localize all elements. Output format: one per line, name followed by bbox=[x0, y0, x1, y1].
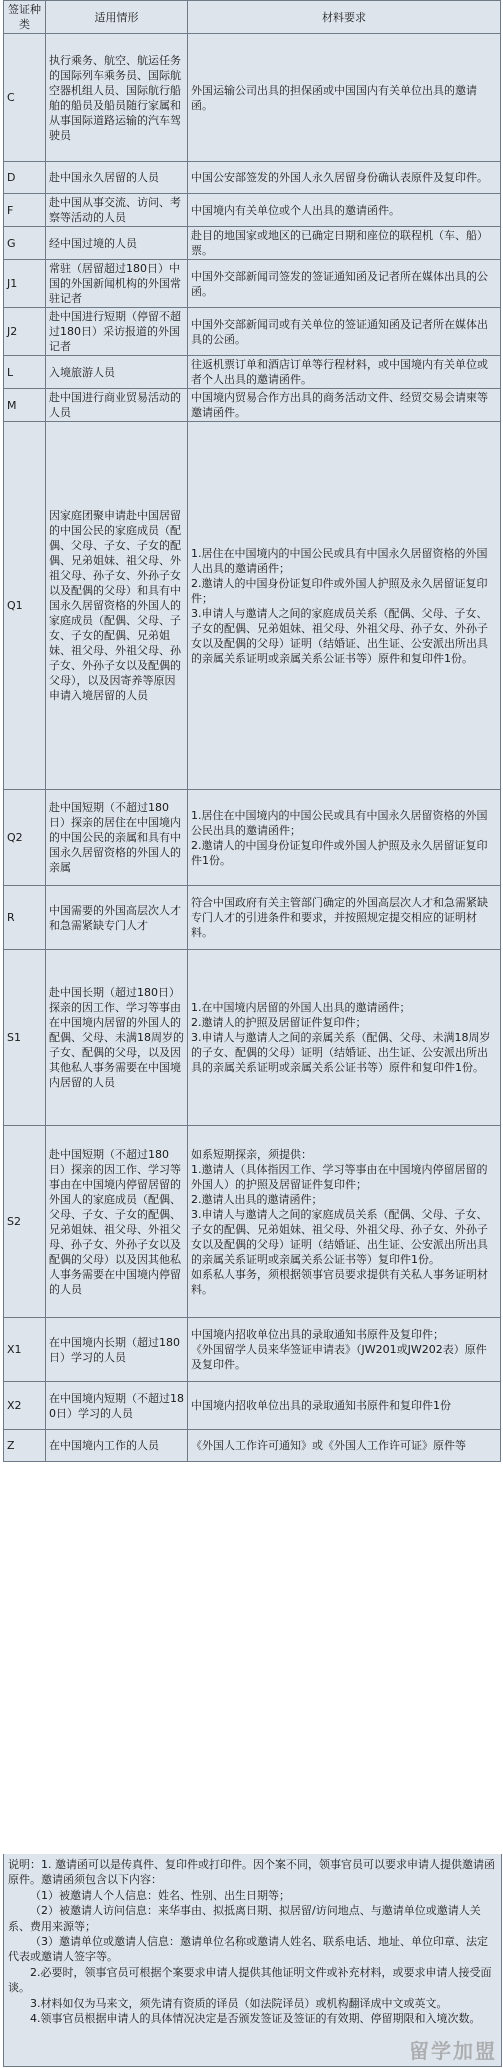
visa-code: S1 bbox=[4, 950, 46, 1126]
table-row bbox=[4, 227, 501, 260]
visa-code: G bbox=[4, 227, 46, 260]
requirement-line: 如系私人事务，须根据领事官员要求提供有关私人事务证明材料。 bbox=[191, 1267, 488, 1296]
material-requirements bbox=[188, 950, 501, 1126]
applicable-situation: 中国需要的外国高层次人才和急需紧缺专门人才 bbox=[46, 886, 188, 950]
table-row bbox=[4, 950, 501, 1126]
material-requirements bbox=[188, 389, 501, 422]
header-visa-type: 签证种类 bbox=[4, 1, 46, 34]
requirement-line: 往返机票订单和酒店订单等行程材料，或中国境内有关单位或者个人出具的邀请函件。 bbox=[191, 358, 488, 386]
applicable-situation: 执行乘务、航空、航运任务的国际列车乘务员、国际航空器机组人员、国际航行船舶的船员及船员随行家属和从事国际道路运输的汽车驾驶员 bbox=[46, 34, 188, 162]
table-header-row bbox=[4, 1, 501, 34]
applicable-situation: 赴中国从事交流、访问、考察等活动的人员 bbox=[46, 194, 188, 227]
applicable-situation: 在中国境内工作的人员 bbox=[46, 1430, 188, 1462]
table-row bbox=[4, 886, 501, 950]
table-row bbox=[4, 790, 501, 886]
visa-code: L bbox=[4, 356, 46, 389]
applicable-situation: 赴中国长期（超过180日）探亲的因工作、学习等事由在中国境内居留的外国人的配偶、父母、未满18周岁的子女、配偶的父母，以及因其他私人事务需要在中国境内居留的人员 bbox=[46, 950, 188, 1126]
requirement-line: 中国境内招收单位出具的录取通知书原件及复印件； bbox=[191, 1328, 444, 1341]
requirement-line: 中国境内有关单位或个人出具的邀请函件。 bbox=[191, 203, 400, 217]
applicable-situation: 入境旅游人员 bbox=[46, 356, 188, 389]
requirement-line: 2.邀请人的中国身份证复印件或外国人护照及永久居留证复印件1份。 bbox=[191, 838, 488, 867]
applicable-situation: 赴中国短期（不超过180日）探亲的居住在中国境内的中国公民的亲属和具有中国永久居留资格的外国人的亲属 bbox=[46, 790, 188, 886]
requirement-line: 中国外交部新闻司或有关单位的签证通知函及记者所在媒体出具的公函。 bbox=[191, 317, 488, 346]
table-row bbox=[4, 260, 501, 308]
table-row bbox=[4, 1382, 501, 1430]
visa-code: F bbox=[4, 194, 46, 227]
table-row bbox=[4, 422, 501, 790]
table-row bbox=[4, 308, 501, 356]
applicable-situation: 在中国境内短期（不超过180日）学习的人员 bbox=[46, 1382, 188, 1430]
note-line: 2.必要时，领事官员可根据个案要求申请人提供其他证明文件或补充材料，或要求申请人接受面谈。 bbox=[8, 1965, 492, 1995]
visa-code: R bbox=[4, 886, 46, 950]
requirement-line: 2.邀请人的中国身份证复印件或外国人护照及永久居留证复印件； bbox=[191, 576, 488, 605]
requirement-line: 《外国人工作许可通知》或《外国人工作许可证》原件等 bbox=[191, 1439, 466, 1452]
requirement-line: 3.申请人与邀请人之间的家庭成员关系（配偶、父母、子女、子女的配偶、兄弟姐妹、祖父母、外祖父母、孙子女、外孙子女以及配偶的父母）证明（结婚证、出生证、公安派出所出具的亲属关系证明或亲属关系公证书等）原件和复印件1份。 bbox=[191, 606, 488, 665]
table-row bbox=[4, 1126, 501, 1318]
note-line: （2）被邀请人访问信息：来华事由、拟抵离日期、拟居留/访问地点、与邀请单位或邀请人关系、费用来源等； bbox=[8, 1904, 481, 1933]
header-requirements: 材料要求 bbox=[188, 1, 501, 34]
table-row bbox=[4, 356, 501, 389]
applicable-situation: 在中国境内长期（超过180日）学习的人员 bbox=[46, 1318, 188, 1382]
material-requirements bbox=[188, 356, 501, 389]
material-requirements bbox=[188, 1318, 501, 1382]
material-requirements bbox=[188, 227, 501, 260]
note-line: （3）邀请单位或邀请人信息：邀请单位名称或邀请人姓名、联系电话、地址、单位印章、法定代表或邀请人签字等。 bbox=[8, 1935, 488, 1964]
table-row bbox=[4, 389, 501, 422]
material-requirements bbox=[188, 260, 501, 308]
visa-code: X1 bbox=[4, 1318, 46, 1382]
requirement-line: 《外国留学人员来华签证申请表》（JW201或JW202表）原件及复印件。 bbox=[191, 1343, 487, 1371]
requirement-line: 中国外交部新闻司签发的签证通知函及记者所在媒体出具的公函。 bbox=[191, 269, 488, 298]
note-line: 说明：1. 邀请函可以是传真件、复印件或打印件。因个案不同，领事官员可以要求申请人提供邀请函原件。邀请函须包含以下内容： bbox=[8, 1858, 495, 1887]
requirement-line: 1.在中国境内居留的外国人出具的邀请函件； bbox=[191, 1001, 411, 1014]
material-requirements bbox=[188, 790, 501, 886]
material-requirements bbox=[188, 422, 501, 790]
requirement-line: 1.居住在中国境内的中国公民或具有中国永久居留资格的外国人出具的邀请函件； bbox=[191, 546, 488, 575]
requirement-line: 1.邀请人（具体指因工作、学习等事由在中国境内停留居留的外国人）的护照及居留证件复印件； bbox=[191, 1162, 488, 1191]
visa-code: Z bbox=[4, 1430, 46, 1462]
applicable-situation: 赴中国短期（不超过180日）探亲的因工作、学习等事由在中国境内停留居留的外国人的家庭成员（配偶、父母、子女、子女的配偶、兄弟姐妹、祖父母、外祖父母、孙子女、外孙子女以及配偶的父母）以及因其他私人事务需要在中国境内停留的人员 bbox=[46, 1126, 188, 1318]
requirement-line: 3.申请人与邀请人之间的亲属关系（配偶、父母、未满18周岁的子女、配偶的父母）证明（结婚证、出生证、公安派出所出具的亲属关系证明或亲属关系公证书等）原件和复印件1份。 bbox=[191, 1031, 491, 1074]
material-requirements bbox=[188, 34, 501, 162]
note-line: 4.领事官员根据申请人的具体情况决定是否颁发签证及签证的有效期、停留期限和入境次数。 bbox=[30, 2012, 481, 2026]
applicable-situation: 赴中国永久居留的人员 bbox=[46, 162, 188, 194]
visa-code: M bbox=[4, 389, 46, 422]
visa-code: S2 bbox=[4, 1126, 46, 1318]
note-line: （1）被邀请人个人信息：姓名、性别、出生日期等； bbox=[30, 1888, 290, 1902]
requirement-line: 中国境内招收单位出具的录取通知书原件和复印件1份 bbox=[191, 1399, 451, 1412]
visa-code: J1 bbox=[4, 260, 46, 308]
visa-code: Q2 bbox=[4, 790, 46, 886]
requirement-line: 中国公安部签发的外国人永久居留身份确认表原件及复印件。 bbox=[191, 171, 488, 184]
requirement-line: 3.申请人与邀请人之间的家庭成员关系（配偶、父母、子女、子女的配偶、兄弟姐妹、祖父母、外祖父母、孙子女、外孙子女以及配偶的父母）证明（结婚证、出生证、公安派出所出具的亲属关系证明或亲属关系公证书等）复印件1份。 bbox=[191, 1207, 488, 1266]
visa-code: Q1 bbox=[4, 422, 46, 790]
requirement-line: 如系短期探亲，须提供： bbox=[191, 1147, 312, 1161]
applicable-situation: 赴中国进行商业贸易活动的人员 bbox=[46, 389, 188, 422]
material-requirements bbox=[188, 162, 501, 194]
table-row bbox=[4, 1430, 501, 1462]
material-requirements bbox=[188, 1382, 501, 1430]
requirement-line: 2.邀请人出具的邀请函件； bbox=[191, 1192, 323, 1206]
table-row bbox=[4, 1318, 501, 1382]
applicable-situation: 常驻（居留超过180日）中国的外国新闻机构的外国常驻记者 bbox=[46, 260, 188, 308]
visa-code: J2 bbox=[4, 308, 46, 356]
requirement-line: 外国运输公司出具的担保函或中国国内有关单位出具的邀请函。 bbox=[191, 83, 477, 112]
requirement-line: 符合中国政府有关主管部门确定的外国高层次人才和急需紧缺专门人才的引进条件和要求，并按照规定提交相应的证明材料。 bbox=[191, 896, 488, 939]
material-requirements bbox=[188, 194, 501, 227]
requirement-line: 中国境内贸易合作方出具的商务活动文件、经贸交易会请柬等邀请函件。 bbox=[191, 391, 488, 419]
requirement-line: 2.邀请人的护照及居留证件复印件； bbox=[191, 1016, 367, 1029]
visa-code: D bbox=[4, 162, 46, 194]
note-line: 3.材料如仅为马来文，须先请有资质的译员（如法院译员）或机构翻译成中文或英文。 bbox=[30, 1996, 448, 2010]
material-requirements bbox=[188, 308, 501, 356]
visa-code: C bbox=[4, 34, 46, 162]
material-requirements bbox=[188, 1430, 501, 1462]
requirement-line: 赴目的地国家或地区的已确定日期和座位的联程机（车、船）票。 bbox=[191, 229, 488, 257]
table-row bbox=[4, 34, 501, 162]
visa-code: X2 bbox=[4, 1382, 46, 1430]
applicable-situation: 赴中国进行短期（停留不超过180日）采访报道的外国记者 bbox=[46, 308, 188, 356]
table-row bbox=[4, 162, 501, 194]
visa-materials-table bbox=[3, 0, 501, 1462]
table-row bbox=[4, 194, 501, 227]
applicable-situation: 经中国过境的人员 bbox=[46, 227, 188, 260]
material-requirements bbox=[188, 886, 501, 950]
material-requirements bbox=[188, 1126, 501, 1318]
applicable-situation: 因家庭团聚申请赴中国居留的中国公民的家庭成员（配偶、父母、子女、子女的配偶、兄弟姐妹、祖父母、外祖父母、孙子女、外孙子女以及配偶的父母）和具有中国永久居留资格的外国人的家庭成员（配偶、父母、子女、子女的配偶、兄弟姐妹、祖父母、外祖父母、孙子女、外孙子女以及配偶的父母），以及因寄养等原因申请入境居留的人员 bbox=[46, 422, 188, 790]
watermark-logo: 留学加盟 bbox=[409, 2039, 497, 2063]
requirement-line: 1.居住在中国境内的中国公民或具有中国永久居留资格的外国公民出具的邀请函件； bbox=[191, 808, 488, 837]
header-situation: 适用情形 bbox=[46, 1, 188, 34]
table-body bbox=[4, 34, 501, 1462]
